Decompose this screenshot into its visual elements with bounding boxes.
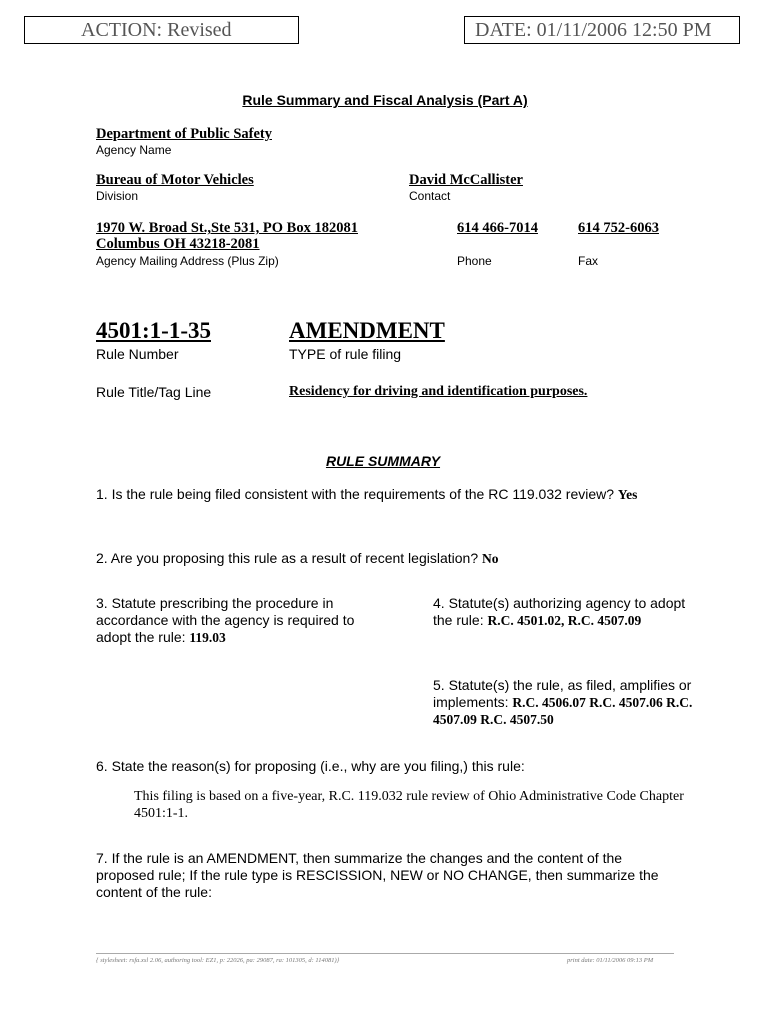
footer-rule: [96, 953, 674, 954]
question-5: [433, 677, 733, 728]
contact-label: Contact: [409, 189, 451, 203]
fax-label: Fax: [578, 254, 599, 268]
question-1-text: 1. Is the rule being filed consistent with the requirements of the RC 119.032 review?: [96, 486, 615, 502]
answer-3: 119.03: [189, 630, 226, 645]
footer-print-date: print date: 01/11/2006 09:13 PM: [567, 957, 654, 964]
rule-title-label: Rule Title/Tag Line: [96, 384, 212, 400]
answer-4: R.C. 4501.02, R.C. 4507.09: [487, 613, 642, 628]
question-6: 6. State the reason(s) for proposing (i.e., why are you filing,) this rule:: [96, 758, 525, 774]
agency-name-label: Agency Name: [96, 143, 172, 157]
rule-number-label: Rule Number: [96, 346, 179, 362]
answer-1: Yes: [617, 487, 638, 502]
action-box: [24, 16, 299, 44]
division-label: Division: [96, 189, 139, 203]
division-value: Bureau of Motor Vehicles: [96, 172, 254, 188]
question-1: [96, 486, 656, 503]
rule-number: 4501:1-1-35: [96, 318, 211, 343]
rule-summary-heading: RULE SUMMARY: [325, 453, 441, 469]
rule-type: AMENDMENT: [289, 318, 445, 343]
answer-6: This filing is based on a five-year, R.C. 119.032 rule review of Ohio Administrative Code Chapter 4501:1-1.: [134, 789, 684, 821]
agency-name-value: Department of Public Safety: [96, 126, 272, 142]
question-4-text: 4. Statute(s) authorizing agency to adopt the rule:: [433, 595, 686, 628]
footer-stylesheet: { stylesheet: rsfa.xsl 2.06, authoring tool: EZ1, p: 22026, pa: 29087, ra: 101305, d: 114081)}: [96, 957, 340, 964]
answer-5: R.C. 4506.07 R.C. 4507.06 R.C. 4507.09 R.C. 4507.50: [433, 695, 693, 727]
phone-value: 614 466-7014: [457, 220, 538, 236]
date-text: DATE: 01/11/2006 12:50 PM: [475, 19, 712, 41]
page-title: Rule Summary and Fiscal Analysis (Part A): [242, 92, 528, 108]
answer-2: No: [482, 551, 499, 566]
question-3-text: 3. Statute prescribing the procedure in accordance with the agency is required to adopt the rule:: [96, 595, 355, 645]
question-2: [96, 550, 696, 567]
date-box: [464, 16, 740, 44]
question-4: [433, 595, 695, 629]
address-line1: 1970 W. Broad St.,Ste 531, PO Box 182081: [96, 220, 358, 236]
address-label: Agency Mailing Address (Plus Zip): [96, 254, 279, 268]
rule-title-value: Residency for driving and identification purposes.: [289, 384, 588, 399]
question-3: [96, 595, 392, 646]
question-5-text: 5. Statute(s) the rule, as filed, amplifies or implements:: [433, 677, 692, 710]
contact-value: David McCallister: [409, 172, 523, 188]
action-text: ACTION: Revised: [81, 19, 232, 41]
rule-type-label: TYPE of rule filing: [289, 346, 402, 362]
question-2-text: 2. Are you proposing this rule as a result of recent legislation?: [96, 550, 479, 566]
phone-label: Phone: [457, 254, 492, 268]
address-line2: Columbus OH 43218-2081: [96, 236, 260, 252]
question-7: 7. If the rule is an AMENDMENT, then summarize the changes and the content of the proposed rule; If the rule type is RESCISSION, NEW or NO CHANGE, then summarize the content of the rule:: [96, 850, 659, 900]
fax-value: 614 752-6063: [578, 220, 659, 236]
